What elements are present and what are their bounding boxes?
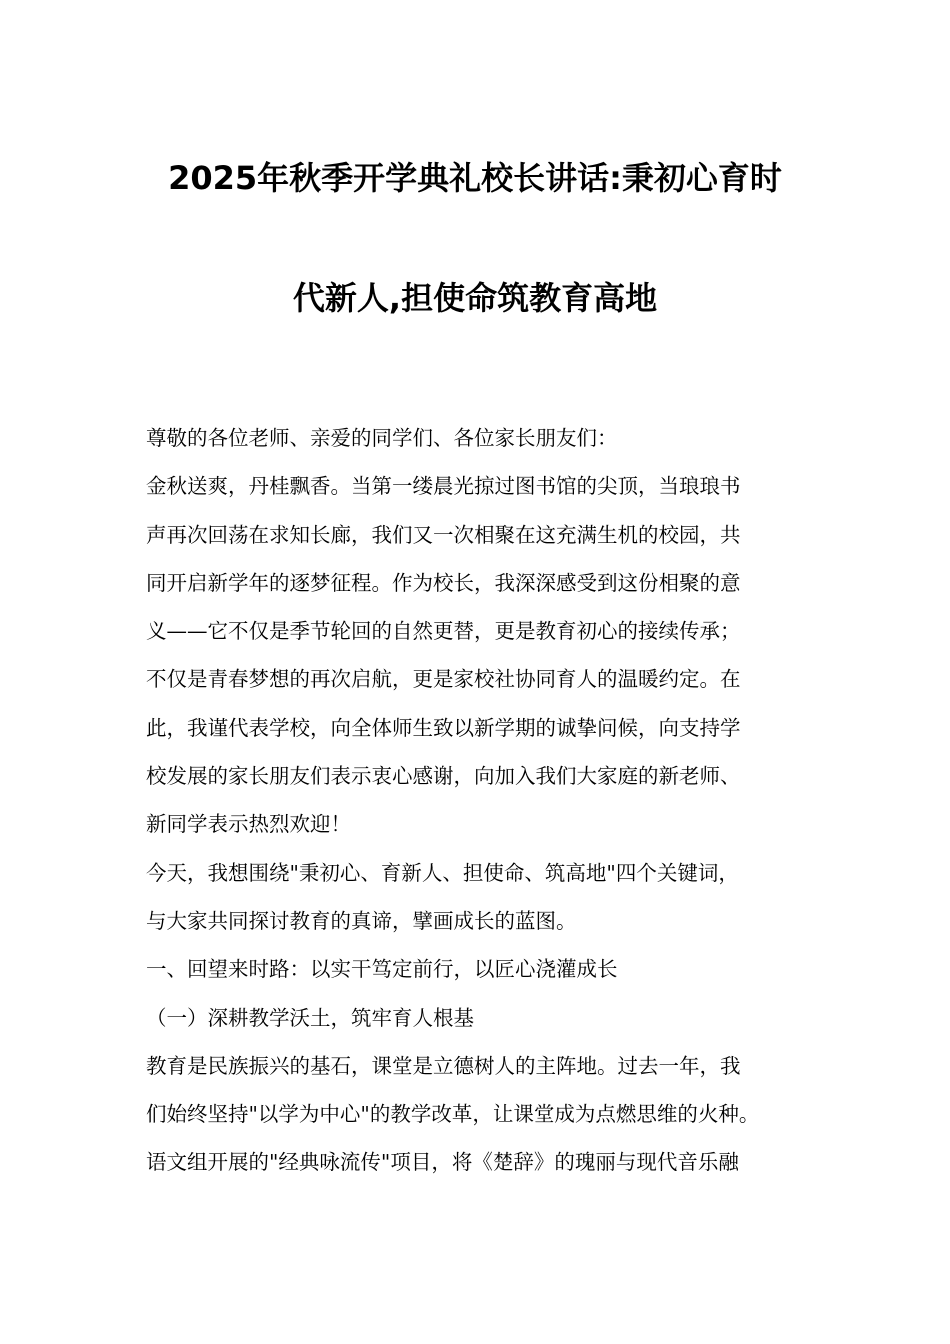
body-line: 与大家共同探讨教育的真谛，擘画成长的蓝图。	[146, 908, 577, 933]
body-line: 尊敬的各位老师、亲爱的同学们、各位家长朋友们：	[146, 426, 618, 450]
body-line: 们始终坚持"以学为中心"的教学改革，让课堂成为点燃思维的火种。	[146, 1102, 760, 1127]
body-line: 新同学表示热烈欢迎！	[146, 812, 351, 837]
body-line: 义——它不仅是季节轮回的自然更替，更是教育初心的接续传承；	[146, 619, 741, 644]
body-line: 金秋送爽，丹桂飘香。当第一缕晨光掠过图书馆的尖顶，当琅琅书	[146, 474, 741, 499]
body-line: 不仅是青春梦想的再次启航，更是家校社协同育人的温暖约定。在	[146, 667, 741, 692]
body-line: 同开启新学年的逐梦征程。作为校长，我深深感受到这份相聚的意	[146, 570, 741, 595]
body-line: 教育是民族振兴的基石，课堂是立德树人的主阵地。过去一年，我	[146, 1053, 741, 1078]
subsection-heading: （一）深耕教学沃土，筑牢育人根基	[146, 1005, 474, 1030]
body-line: 此，我谨代表学校，向全体师生致以新学期的诚挚问候，向支持学	[146, 715, 741, 740]
document-title-line-1: 2025年秋季开学典礼校长讲话:秉初心育时	[168, 159, 782, 197]
body-line: 声再次回荡在求知长廊，我们又一次相聚在这充满生机的校园，共	[146, 522, 741, 547]
body-line: 校发展的家长朋友们表示衷心感谢，向加入我们大家庭的新老师、	[146, 764, 741, 789]
body-line: 今天，我想围绕"秉初心、育新人、担使命、筑高地"四个关键词，	[146, 860, 739, 885]
body-line: 语文组开展的"经典咏流传"项目，将《楚辞》的瑰丽与现代音乐融	[146, 1150, 739, 1175]
section-heading: 一、回望来时路：以实干笃定前行，以匠心浇灌成长	[146, 957, 618, 982]
document-body	[146, 418, 826, 1191]
document-title-line-2: 代新人,担使命筑教育高地	[292, 279, 658, 317]
